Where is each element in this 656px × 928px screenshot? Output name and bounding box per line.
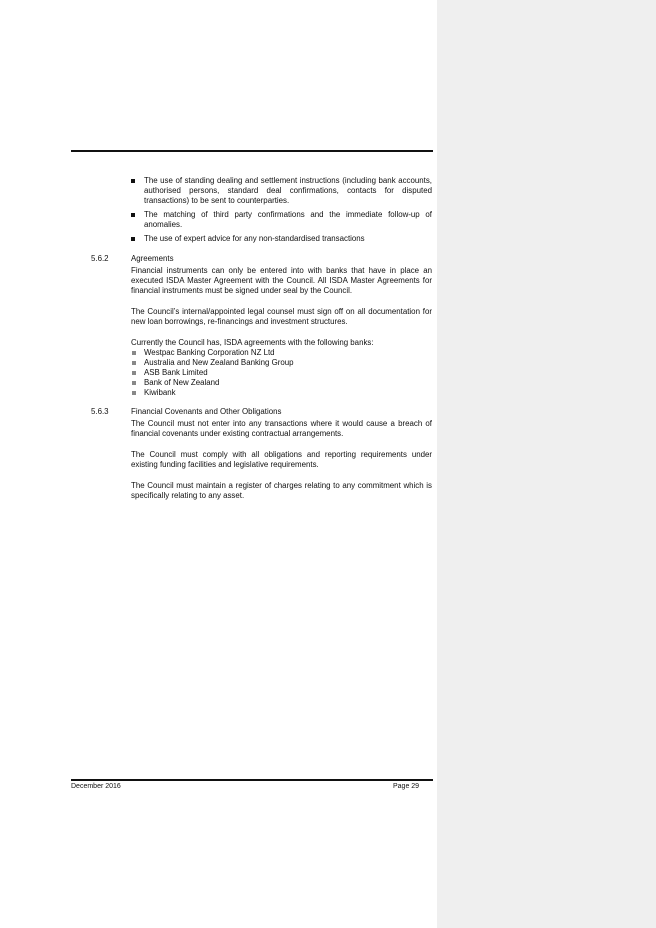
list-item	[131, 234, 432, 244]
section-number: 5.6.3	[91, 407, 109, 416]
footer-date: December 2016	[71, 783, 121, 790]
list-item	[131, 388, 432, 398]
bullet-text: The matching of third party confirmations and the immediate follow-up of anomalies.	[144, 210, 432, 229]
bullet-icon	[132, 361, 136, 365]
list-item	[131, 176, 432, 206]
list-item	[131, 368, 432, 378]
bullet-icon	[132, 371, 136, 375]
list-item	[131, 378, 432, 388]
list-item	[131, 358, 432, 368]
footer-rule	[71, 779, 433, 781]
bullet-icon	[131, 213, 135, 217]
bank-list	[131, 348, 432, 398]
paragraph: The Council must not enter into any transactions where it would cause a breach of financial covenants under existing contractual arrangements.	[131, 419, 432, 438]
bullet-icon	[132, 391, 136, 395]
bank-name: Westpac Banking Corporation NZ Ltd	[144, 348, 275, 357]
list-item	[131, 348, 432, 358]
paragraph: Currently the Council has, ISDA agreements with the following banks:	[131, 338, 374, 347]
bullet-icon	[131, 179, 135, 183]
section-heading: Financial Covenants and Other Obligations	[131, 407, 282, 416]
bank-name: ASB Bank Limited	[144, 368, 208, 377]
section-number: 5.6.2	[91, 254, 109, 263]
section-heading: Agreements	[131, 254, 174, 263]
comment-pane	[437, 0, 656, 928]
paragraph: The Council’s internal/appointed legal counsel must sign off on all documentation for new loan borrowings, re-financings and investment structures.	[131, 307, 432, 326]
paragraph: The Council must maintain a register of charges relating to any commitment which is specifically relating to any asset.	[131, 481, 432, 500]
bullet-text: The use of standing dealing and settlement instructions (including bank accounts, authorised persons, standard deal confirmations, contacts for disputed transactions) to be sent to counterparties.	[144, 176, 432, 205]
bullet-icon	[132, 351, 136, 355]
bullet-icon	[132, 381, 136, 385]
page-number: Page 29	[393, 783, 420, 790]
list-item	[131, 210, 432, 230]
bullet-text: The use of expert advice for any non-standardised transactions	[144, 234, 365, 243]
bank-name: Bank of New Zealand	[144, 378, 220, 387]
header-rule	[71, 150, 433, 152]
paragraph: The Council must comply with all obligations and reporting requirements under existing funding facilities and legislative requirements.	[131, 450, 432, 469]
bank-name: Kiwibank	[144, 388, 176, 397]
bullet-icon	[131, 237, 135, 241]
bank-name: Australia and New Zealand Banking Group	[144, 358, 294, 367]
paragraph: Financial instruments can only be entered into with banks that have in place an executed ISDA Master Agreement with the Council. All ISDA Master Agreements for financial instruments must be signed under seal by the Council.	[131, 266, 432, 295]
